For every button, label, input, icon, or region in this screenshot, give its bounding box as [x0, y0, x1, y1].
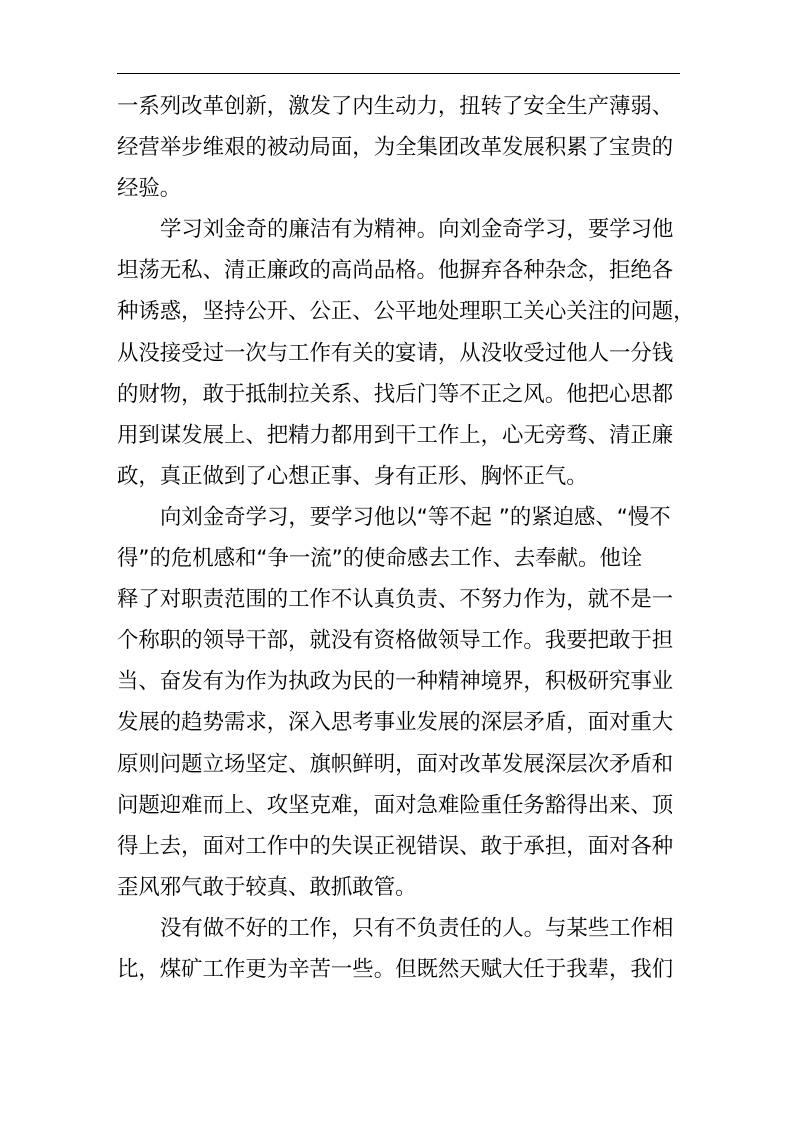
text-line: 原则问题立场坚定、旗帜鲜明，面对改革发展深层次矛盾和 [117, 751, 674, 777]
text-line: 歪风邪气敢于较真、敢抓敢管。 [117, 874, 417, 900]
text-line: 种诱惑，坚持公开、公正、公平地处理职工关心关注的问题， [117, 299, 695, 325]
text-line: 从没接受过一次与工作有关的宴请，从没收受过他人一分钱 [117, 340, 674, 366]
text-line: 比，煤矿工作更为辛苦一些。但既然天赋大任于我辈，我们 [117, 956, 674, 982]
document-body [117, 86, 695, 990]
text-line: 问题迎难而上、攻坚克难，面对急难险重任务豁得出来、顶 [117, 792, 674, 818]
text-line: 发展的趋势需求，深入思考事业发展的深层矛盾，面对重大 [117, 710, 674, 736]
text-line: 一系列改革创新，激发了内生动力，扭转了安全生产薄弱、 [117, 94, 674, 119]
paragraph-first-line: 没有做不好的工作，只有不负责任的人。与某些工作相 [160, 915, 674, 941]
text-line: 个称职的领导干部，就没有资格做领导工作。我要把敢于担 [117, 628, 674, 654]
text-line: 用到谋发展上、把精力都用到干工作上，心无旁骛、清正廉 [117, 422, 674, 448]
text-line: 经验。 [117, 176, 182, 202]
text-line: 得”的危机感和“争一流”的使命感去工作、去奉献。他诠 [117, 546, 643, 572]
text-line: 经营举步维艰的被动局面，为全集团改革发展积累了宝贵的 [117, 135, 674, 161]
text-line: 坦荡无私、清正廉政的高尚品格。他摒弃各种杂念，拒绝各 [117, 258, 674, 284]
text-line: 得上去，面对工作中的失误正视错误、敢于承担，面对各种 [117, 833, 674, 859]
text-line: 释了对职责范围的工作不认真负责、不努力作为，就不是一 [117, 587, 674, 613]
text-line: 的财物，敢于抵制拉关系、找后门等不正之风。他把心思都 [117, 381, 674, 407]
paragraph-first-line: 向刘金奇学习，要学习他以“等不起 ”的紧迫感、“慢不 [160, 504, 671, 530]
header-rule [117, 73, 680, 74]
text-line: 当、奋发有为作为执政为民的一种精神境界，积极研究事业 [117, 669, 674, 695]
paragraph-first-line: 学习刘金奇的廉洁有为精神。向刘金奇学习，要学习他 [160, 217, 674, 243]
text-line: 政，真正做到了心想正事、身有正形、胸怀正气。 [117, 463, 588, 489]
